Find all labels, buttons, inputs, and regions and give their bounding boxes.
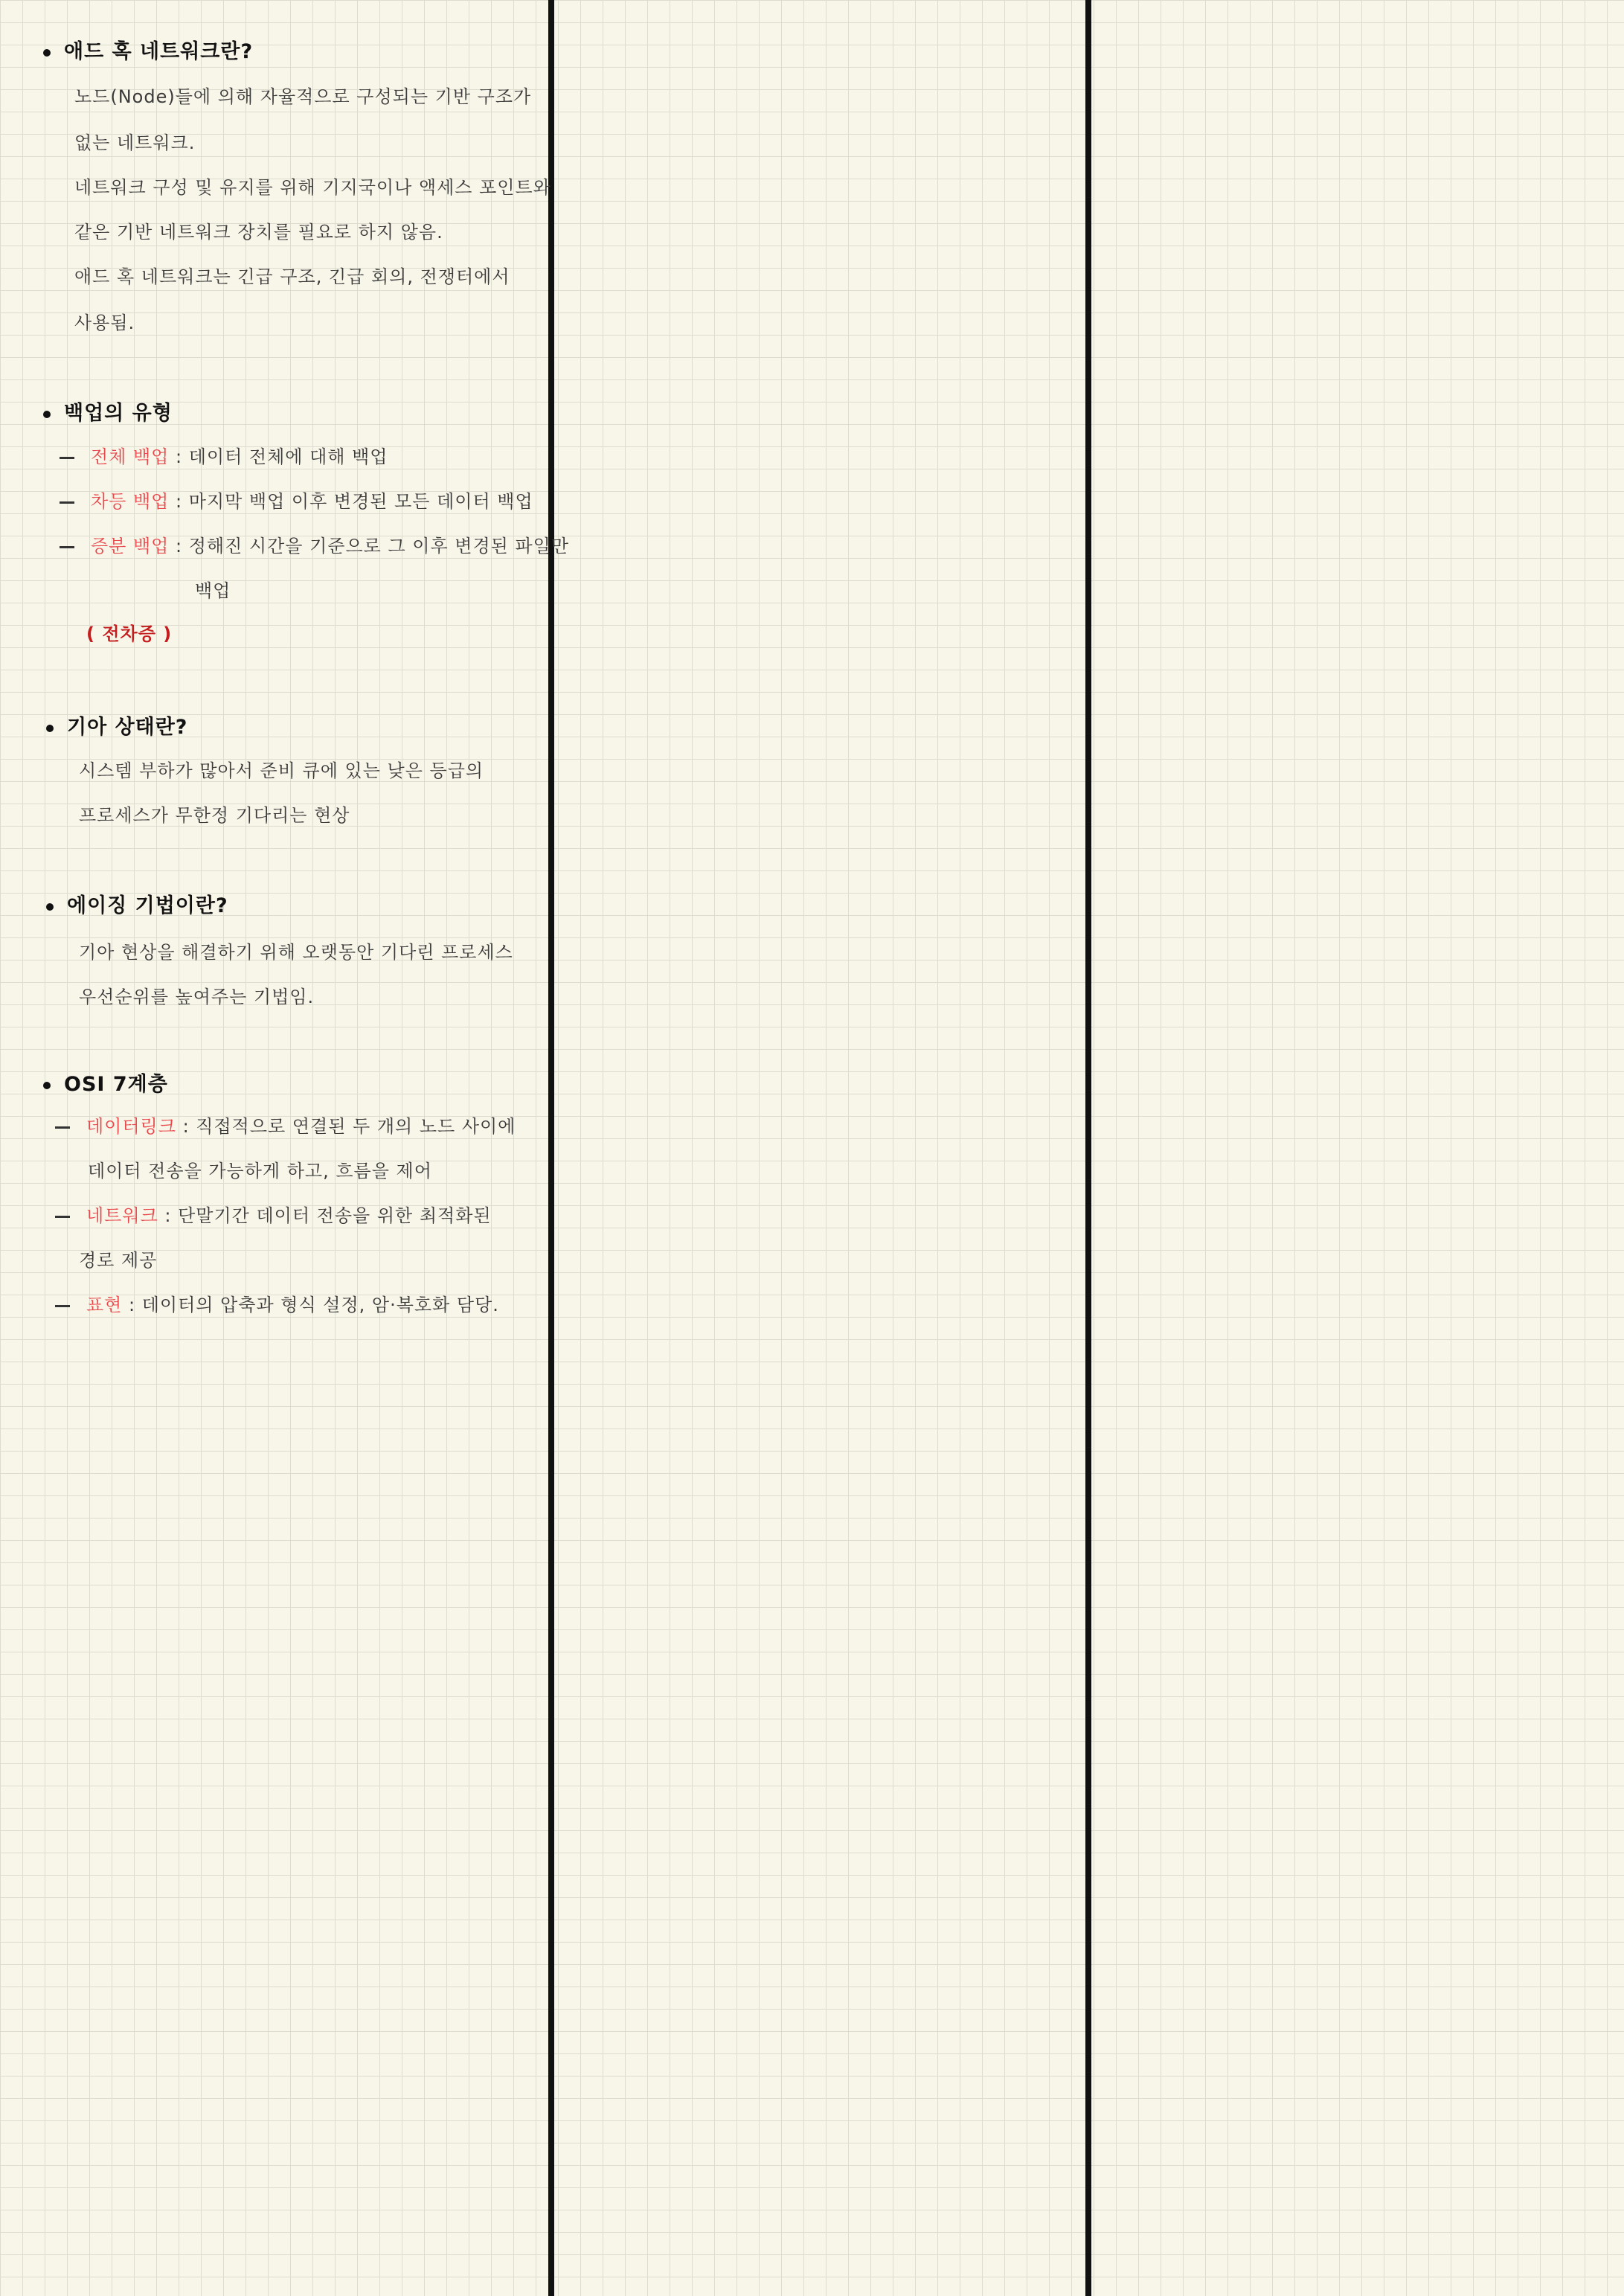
mnemonic-note: ( 전차증 ) xyxy=(86,623,173,644)
bullet-icon xyxy=(43,49,51,57)
dash-icon xyxy=(55,1126,70,1129)
note-line: 우선순위를 높여주는 기법임. xyxy=(79,987,315,1007)
note-line: 같은 기반 네트워크 장치를 필요로 하지 않음. xyxy=(74,222,443,243)
note-line: 백업 xyxy=(195,580,231,601)
backup-item-differential: 차등 백업 : 마지막 백업 이후 변경된 모든 데이터 백업 xyxy=(60,488,533,515)
section-heading-aging: 에이징 기법이란? xyxy=(46,893,228,920)
note-line: 노드(Node)들에 의해 자율적으로 구성되는 기반 구조가 xyxy=(74,86,532,107)
section-heading-adhoc: 애드 혹 네트워크란? xyxy=(43,39,253,65)
note-line: 사용됨. xyxy=(74,312,135,333)
dash-icon xyxy=(60,546,74,548)
osi-item-datalink: 데이터링크 : 직접적으로 연결된 두 개의 노드 사이에 xyxy=(55,1113,516,1140)
note-line: 애드 혹 네트워크는 긴급 구조, 긴급 회의, 전쟁터에서 xyxy=(74,266,510,287)
note-line: 없는 네트워크. xyxy=(74,132,196,153)
backup-item-full: 전체 백업 : 데이터 전체에 대해 백업 xyxy=(60,443,388,470)
dash-icon xyxy=(55,1305,70,1307)
dash-icon xyxy=(60,457,74,459)
note-line: 프로세스가 무한정 기다리는 현상 xyxy=(79,805,350,826)
section-heading-backup: 백업의 유형 xyxy=(43,400,173,427)
osi-item-presentation: 표현 : 데이터의 압축과 형식 설정, 암·복호화 담당. xyxy=(55,1292,499,1318)
column-divider xyxy=(548,0,554,2296)
column-divider xyxy=(1085,0,1091,2296)
bullet-icon xyxy=(46,725,54,732)
section-heading-starvation: 기아 상태란? xyxy=(46,714,187,741)
note-line: 기아 현상을 해결하기 위해 오랫동안 기다린 프로세스 xyxy=(79,942,513,963)
dash-icon xyxy=(55,1216,70,1218)
note-line: 경로 제공 xyxy=(79,1250,158,1271)
backup-item-incremental: 증분 백업 : 정해진 시간을 기준으로 그 이후 변경된 파일만 xyxy=(60,533,569,559)
section-heading-osi: OSI 7계층 xyxy=(43,1071,168,1098)
bullet-icon xyxy=(46,903,54,911)
bullet-icon xyxy=(43,411,51,418)
bullet-icon xyxy=(43,1082,51,1089)
note-line: 시스템 부하가 많아서 준비 큐에 있는 낮은 등급의 xyxy=(79,760,484,781)
note-line: 데이터 전송을 가능하게 하고, 흐름을 제어 xyxy=(88,1161,432,1181)
osi-item-network: 네트워크 : 단말기간 데이터 전송을 위한 최적화된 xyxy=(55,1202,492,1229)
dash-icon xyxy=(60,501,74,504)
note-line: 네트워크 구성 및 유지를 위해 기지국이나 액세스 포인트와 xyxy=(74,177,551,198)
